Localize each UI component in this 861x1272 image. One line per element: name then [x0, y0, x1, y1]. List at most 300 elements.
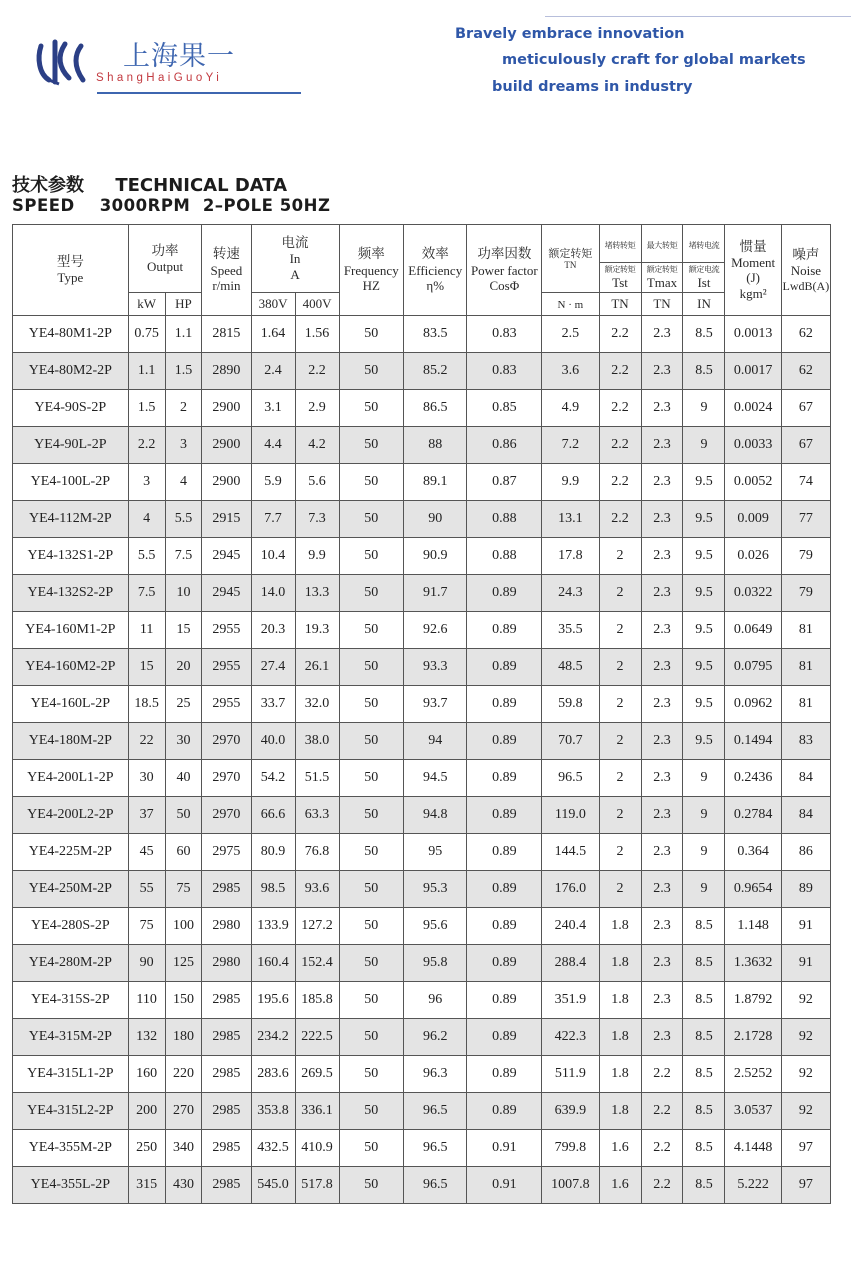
value-cell: 1.8 — [599, 1019, 641, 1056]
table-row — [13, 760, 831, 797]
value-cell: 0.0024 — [725, 390, 781, 427]
value-cell: 85.2 — [404, 353, 467, 390]
value-cell: 2985 — [202, 1093, 251, 1130]
value-cell: 133.9 — [251, 908, 295, 945]
value-cell: 2.2 — [599, 316, 641, 353]
table-row — [13, 501, 831, 538]
value-cell: 50 — [339, 390, 403, 427]
value-cell: 91 — [781, 908, 830, 945]
value-cell: 19.3 — [295, 612, 339, 649]
model-cell: YE4-160M1-2P — [13, 612, 129, 649]
value-cell: 1.8 — [599, 908, 641, 945]
value-cell: 50 — [339, 1056, 403, 1093]
value-cell: 83 — [781, 723, 830, 760]
value-cell: 2.2 — [128, 427, 165, 464]
value-cell: 50 — [339, 686, 403, 723]
value-cell: 96.3 — [404, 1056, 467, 1093]
value-cell: 9.5 — [683, 686, 725, 723]
value-cell: 9.5 — [683, 538, 725, 575]
value-cell: 511.9 — [542, 1056, 599, 1093]
value-cell: 1.3632 — [725, 945, 781, 982]
value-cell: 50 — [339, 501, 403, 538]
model-cell: YE4-180M-2P — [13, 723, 129, 760]
value-cell: 79 — [781, 575, 830, 612]
header-380v: 380V — [251, 293, 295, 316]
value-cell: 84 — [781, 760, 830, 797]
value-cell: 86 — [781, 834, 830, 871]
value-cell: 160 — [128, 1056, 165, 1093]
model-cell: YE4-200L2-2P — [13, 797, 129, 834]
value-cell: 1007.8 — [542, 1167, 599, 1204]
value-cell: 8.5 — [683, 316, 725, 353]
value-cell: 50 — [339, 575, 403, 612]
value-cell: 50 — [339, 427, 403, 464]
value-cell: 422.3 — [542, 1019, 599, 1056]
header-moment: 惯量 Moment (J) kgm² — [725, 225, 781, 316]
value-cell: 150 — [165, 982, 202, 1019]
value-cell: 15 — [128, 649, 165, 686]
table-row — [13, 316, 831, 353]
value-cell: 2.3 — [641, 834, 683, 871]
value-cell: 2.3 — [641, 945, 683, 982]
value-cell: 176.0 — [542, 871, 599, 908]
value-cell: 9.5 — [683, 501, 725, 538]
value-cell: 50 — [339, 1130, 403, 1167]
value-cell: 81 — [781, 649, 830, 686]
value-cell: 7.3 — [295, 501, 339, 538]
value-cell: 33.7 — [251, 686, 295, 723]
value-cell: 100 — [165, 908, 202, 945]
model-cell: YE4-160L-2P — [13, 686, 129, 723]
value-cell: 0.91 — [467, 1167, 542, 1204]
model-cell: YE4-132S1-2P — [13, 538, 129, 575]
value-cell: 98.5 — [251, 871, 295, 908]
value-cell: 185.8 — [295, 982, 339, 1019]
value-cell: 17.8 — [542, 538, 599, 575]
value-cell: 0.2436 — [725, 760, 781, 797]
value-cell: 32.0 — [295, 686, 339, 723]
value-cell: 2.2 — [641, 1130, 683, 1167]
section-title — [12, 171, 287, 197]
value-cell: 336.1 — [295, 1093, 339, 1130]
value-cell: 83.5 — [404, 316, 467, 353]
value-cell: 70.7 — [542, 723, 599, 760]
value-cell: 1.8792 — [725, 982, 781, 1019]
value-cell: 50 — [339, 464, 403, 501]
value-cell: 0.0033 — [725, 427, 781, 464]
value-cell: 2.3 — [641, 723, 683, 760]
slogan-line-1: Bravely embrace innovation — [455, 26, 685, 42]
table-row — [13, 575, 831, 612]
value-cell: 0.89 — [467, 871, 542, 908]
value-cell: 50 — [165, 797, 202, 834]
table-row — [13, 908, 831, 945]
value-cell: 91 — [781, 945, 830, 982]
speed-subtitle: SPEED 3000RPM 2–POLE 50HZ — [12, 196, 331, 215]
value-cell: 110 — [128, 982, 165, 1019]
value-cell: 152.4 — [295, 945, 339, 982]
header-torque-unit: N · m — [542, 293, 599, 316]
header-speed: 转速 Speed r/min — [202, 225, 251, 316]
value-cell: 2.2 — [641, 1056, 683, 1093]
value-cell: 54.2 — [251, 760, 295, 797]
model-cell: YE4-160M2-2P — [13, 649, 129, 686]
value-cell: 50 — [339, 871, 403, 908]
value-cell: 2.9 — [295, 390, 339, 427]
value-cell: 8.5 — [683, 1019, 725, 1056]
logo-mark-icon — [35, 38, 89, 86]
value-cell: 2945 — [202, 575, 251, 612]
value-cell: 38.0 — [295, 723, 339, 760]
value-cell: 200 — [128, 1093, 165, 1130]
value-cell: 8.5 — [683, 353, 725, 390]
value-cell: 2900 — [202, 427, 251, 464]
header-max-torque-cn: 最大转矩 — [641, 225, 683, 263]
value-cell: 2.2 — [599, 427, 641, 464]
value-cell: 50 — [339, 797, 403, 834]
value-cell: 0.89 — [467, 686, 542, 723]
value-cell: 2980 — [202, 945, 251, 982]
value-cell: 2.2 — [599, 501, 641, 538]
value-cell: 180 — [165, 1019, 202, 1056]
value-cell: 92 — [781, 982, 830, 1019]
value-cell: 2.3 — [641, 797, 683, 834]
value-cell: 50 — [339, 982, 403, 1019]
value-cell: 18.5 — [128, 686, 165, 723]
value-cell: 15 — [165, 612, 202, 649]
value-cell: 127.2 — [295, 908, 339, 945]
value-cell: 9 — [683, 871, 725, 908]
value-cell: 93.3 — [404, 649, 467, 686]
value-cell: 2.5252 — [725, 1056, 781, 1093]
value-cell: 74 — [781, 464, 830, 501]
value-cell: 94.8 — [404, 797, 467, 834]
value-cell: 5.6 — [295, 464, 339, 501]
value-cell: 50 — [339, 1019, 403, 1056]
value-cell: 432.5 — [251, 1130, 295, 1167]
value-cell: 2 — [599, 797, 641, 834]
value-cell: 8.5 — [683, 982, 725, 1019]
value-cell: 0.0017 — [725, 353, 781, 390]
value-cell: 283.6 — [251, 1056, 295, 1093]
model-cell: YE4-315S-2P — [13, 982, 129, 1019]
value-cell: 50 — [339, 760, 403, 797]
value-cell: 1.8 — [599, 945, 641, 982]
value-cell: 50 — [339, 612, 403, 649]
value-cell: 639.9 — [542, 1093, 599, 1130]
header-current: 电流 In A — [251, 225, 339, 293]
header-output: 功率 Output — [128, 225, 202, 293]
value-cell: 2.3 — [641, 686, 683, 723]
value-cell: 96.5 — [542, 760, 599, 797]
value-cell: 5.5 — [165, 501, 202, 538]
value-cell: 2985 — [202, 871, 251, 908]
value-cell: 2985 — [202, 1056, 251, 1093]
model-cell: YE4-90S-2P — [13, 390, 129, 427]
logo-underline — [97, 92, 301, 94]
value-cell: 3.0537 — [725, 1093, 781, 1130]
value-cell: 88 — [404, 427, 467, 464]
value-cell: 1.8 — [599, 982, 641, 1019]
value-cell: 195.6 — [251, 982, 295, 1019]
value-cell: 89.1 — [404, 464, 467, 501]
value-cell: 40 — [165, 760, 202, 797]
value-cell: 7.5 — [128, 575, 165, 612]
value-cell: 1.5 — [128, 390, 165, 427]
value-cell: 20 — [165, 649, 202, 686]
value-cell: 2.3 — [641, 501, 683, 538]
value-cell: 351.9 — [542, 982, 599, 1019]
value-cell: 25 — [165, 686, 202, 723]
value-cell: 340 — [165, 1130, 202, 1167]
value-cell: 2955 — [202, 686, 251, 723]
value-cell: 76.8 — [295, 834, 339, 871]
value-cell: 4.2 — [295, 427, 339, 464]
value-cell: 77 — [781, 501, 830, 538]
value-cell: 2900 — [202, 464, 251, 501]
value-cell: 81 — [781, 686, 830, 723]
value-cell: 2.3 — [641, 538, 683, 575]
value-cell: 2955 — [202, 649, 251, 686]
value-cell: 66.6 — [251, 797, 295, 834]
header-hp: HP — [165, 293, 202, 316]
model-cell: YE4-250M-2P — [13, 871, 129, 908]
value-cell: 2.2 — [295, 353, 339, 390]
value-cell: 0.026 — [725, 538, 781, 575]
value-cell: 9.5 — [683, 723, 725, 760]
value-cell: 8.5 — [683, 1130, 725, 1167]
header-locked-torque-ratio: 额定转矩 Tst — [599, 263, 641, 293]
logo-chinese-name: 上海果一 — [123, 41, 235, 72]
value-cell: 75 — [165, 871, 202, 908]
value-cell: 0.009 — [725, 501, 781, 538]
value-cell: 9 — [683, 760, 725, 797]
value-cell: 90 — [128, 945, 165, 982]
value-cell: 50 — [339, 316, 403, 353]
value-cell: 410.9 — [295, 1130, 339, 1167]
value-cell: 2890 — [202, 353, 251, 390]
value-cell: 62 — [781, 353, 830, 390]
header-power-factor: 功率因数 Power factor CosΦ — [467, 225, 542, 316]
value-cell: 0.89 — [467, 908, 542, 945]
value-cell: 0.83 — [467, 353, 542, 390]
value-cell: 89 — [781, 871, 830, 908]
value-cell: 95 — [404, 834, 467, 871]
value-cell: 2.2 — [641, 1093, 683, 1130]
value-cell: 94.5 — [404, 760, 467, 797]
value-cell: 269.5 — [295, 1056, 339, 1093]
value-cell: 2900 — [202, 390, 251, 427]
table-row — [13, 834, 831, 871]
value-cell: 2975 — [202, 834, 251, 871]
value-cell: 93.7 — [404, 686, 467, 723]
value-cell: 222.5 — [295, 1019, 339, 1056]
value-cell: 8.5 — [683, 1093, 725, 1130]
table-row — [13, 1167, 831, 1204]
value-cell: 2945 — [202, 538, 251, 575]
value-cell: 8.5 — [683, 1056, 725, 1093]
value-cell: 48.5 — [542, 649, 599, 686]
value-cell: 0.0052 — [725, 464, 781, 501]
value-cell: 2 — [599, 686, 641, 723]
value-cell: 9.9 — [542, 464, 599, 501]
value-cell: 62 — [781, 316, 830, 353]
value-cell: 95.6 — [404, 908, 467, 945]
value-cell: 13.3 — [295, 575, 339, 612]
value-cell: 799.8 — [542, 1130, 599, 1167]
value-cell: 11 — [128, 612, 165, 649]
value-cell: 0.0013 — [725, 316, 781, 353]
value-cell: 234.2 — [251, 1019, 295, 1056]
value-cell: 96.5 — [404, 1093, 467, 1130]
table-row — [13, 1019, 831, 1056]
value-cell: 1.8 — [599, 1056, 641, 1093]
value-cell: 94 — [404, 723, 467, 760]
value-cell: 2.5 — [542, 316, 599, 353]
value-cell: 2.3 — [641, 908, 683, 945]
value-cell: 3 — [165, 427, 202, 464]
value-cell: 50 — [339, 945, 403, 982]
value-cell: 2985 — [202, 1019, 251, 1056]
value-cell: 1.148 — [725, 908, 781, 945]
value-cell: 3.6 — [542, 353, 599, 390]
value-cell: 288.4 — [542, 945, 599, 982]
company-logo — [35, 36, 270, 102]
logo-english-name: ShangHaiGuoYi — [96, 72, 223, 84]
model-cell: YE4-280S-2P — [13, 908, 129, 945]
value-cell: 59.8 — [542, 686, 599, 723]
header-400v: 400V — [295, 293, 339, 316]
table-row — [13, 464, 831, 501]
value-cell: 5.222 — [725, 1167, 781, 1204]
value-cell: 2980 — [202, 908, 251, 945]
value-cell: 67 — [781, 390, 830, 427]
value-cell: 0.85 — [467, 390, 542, 427]
value-cell: 0.0322 — [725, 575, 781, 612]
header-efficiency: 效率 Efficiency η% — [404, 225, 467, 316]
value-cell: 60 — [165, 834, 202, 871]
value-cell: 2.3 — [641, 871, 683, 908]
value-cell: 92.6 — [404, 612, 467, 649]
value-cell: 2 — [599, 649, 641, 686]
model-cell: YE4-315L2-2P — [13, 1093, 129, 1130]
value-cell: 2985 — [202, 1130, 251, 1167]
value-cell: 2.2 — [599, 390, 641, 427]
value-cell: 97 — [781, 1167, 830, 1204]
value-cell: 5.9 — [251, 464, 295, 501]
model-cell: YE4-200L1-2P — [13, 760, 129, 797]
value-cell: 270 — [165, 1093, 202, 1130]
value-cell: 95.3 — [404, 871, 467, 908]
table-row — [13, 353, 831, 390]
value-cell: 1.6 — [599, 1130, 641, 1167]
value-cell: 5.5 — [128, 538, 165, 575]
value-cell: 50 — [339, 1093, 403, 1130]
value-cell: 2815 — [202, 316, 251, 353]
value-cell: 50 — [339, 538, 403, 575]
value-cell: 50 — [339, 834, 403, 871]
value-cell: 95.8 — [404, 945, 467, 982]
header-max-torque-ratio: 额定转矩 Tmax — [641, 263, 683, 293]
model-cell: YE4-355M-2P — [13, 1130, 129, 1167]
value-cell: 50 — [339, 649, 403, 686]
value-cell: 545.0 — [251, 1167, 295, 1204]
model-cell: YE4-132S2-2P — [13, 575, 129, 612]
value-cell: 0.89 — [467, 760, 542, 797]
value-cell: 35.5 — [542, 612, 599, 649]
value-cell: 30 — [128, 760, 165, 797]
value-cell: 2.3 — [641, 316, 683, 353]
value-cell: 2985 — [202, 982, 251, 1019]
value-cell: 1.1 — [165, 316, 202, 353]
model-cell: YE4-225M-2P — [13, 834, 129, 871]
value-cell: 0.364 — [725, 834, 781, 871]
value-cell: 250 — [128, 1130, 165, 1167]
value-cell: 0.2784 — [725, 797, 781, 834]
value-cell: 51.5 — [295, 760, 339, 797]
value-cell: 0.89 — [467, 649, 542, 686]
value-cell: 315 — [128, 1167, 165, 1204]
value-cell: 3.1 — [251, 390, 295, 427]
value-cell: 8.5 — [683, 945, 725, 982]
value-cell: 0.89 — [467, 945, 542, 982]
value-cell: 160.4 — [251, 945, 295, 982]
model-cell: YE4-80M2-2P — [13, 353, 129, 390]
value-cell: 2.3 — [641, 612, 683, 649]
model-cell: YE4-80M1-2P — [13, 316, 129, 353]
value-cell: 2970 — [202, 723, 251, 760]
table-row — [13, 723, 831, 760]
value-cell: 0.89 — [467, 834, 542, 871]
value-cell: 2 — [165, 390, 202, 427]
value-cell: 50 — [339, 1167, 403, 1204]
value-cell: 0.88 — [467, 538, 542, 575]
value-cell: 0.89 — [467, 982, 542, 1019]
header-rated-torque: 额定转矩 TN — [542, 225, 599, 293]
value-cell: 9.5 — [683, 464, 725, 501]
value-cell: 132 — [128, 1019, 165, 1056]
value-cell: 2.3 — [641, 760, 683, 797]
table-row — [13, 982, 831, 1019]
value-cell: 9 — [683, 834, 725, 871]
value-cell: 1.64 — [251, 316, 295, 353]
value-cell: 2 — [599, 612, 641, 649]
value-cell: 45 — [128, 834, 165, 871]
value-cell: 0.0649 — [725, 612, 781, 649]
value-cell: 144.5 — [542, 834, 599, 871]
header-type: 型号 Type — [13, 225, 129, 316]
table-row — [13, 945, 831, 982]
value-cell: 9 — [683, 797, 725, 834]
value-cell: 2 — [599, 871, 641, 908]
value-cell: 30 — [165, 723, 202, 760]
value-cell: 96.5 — [404, 1167, 467, 1204]
value-cell: 7.2 — [542, 427, 599, 464]
table-row — [13, 612, 831, 649]
header-locked-current-ratio: 额定电流 Ist — [683, 263, 725, 293]
table-row — [13, 649, 831, 686]
value-cell: 0.91 — [467, 1130, 542, 1167]
value-cell: 2955 — [202, 612, 251, 649]
value-cell: 55 — [128, 871, 165, 908]
value-cell: 50 — [339, 908, 403, 945]
value-cell: 81 — [781, 612, 830, 649]
value-cell: 220 — [165, 1056, 202, 1093]
value-cell: 9 — [683, 390, 725, 427]
value-cell: 3 — [128, 464, 165, 501]
slogan-line-3: build dreams in industry — [492, 79, 693, 95]
value-cell: 4.9 — [542, 390, 599, 427]
